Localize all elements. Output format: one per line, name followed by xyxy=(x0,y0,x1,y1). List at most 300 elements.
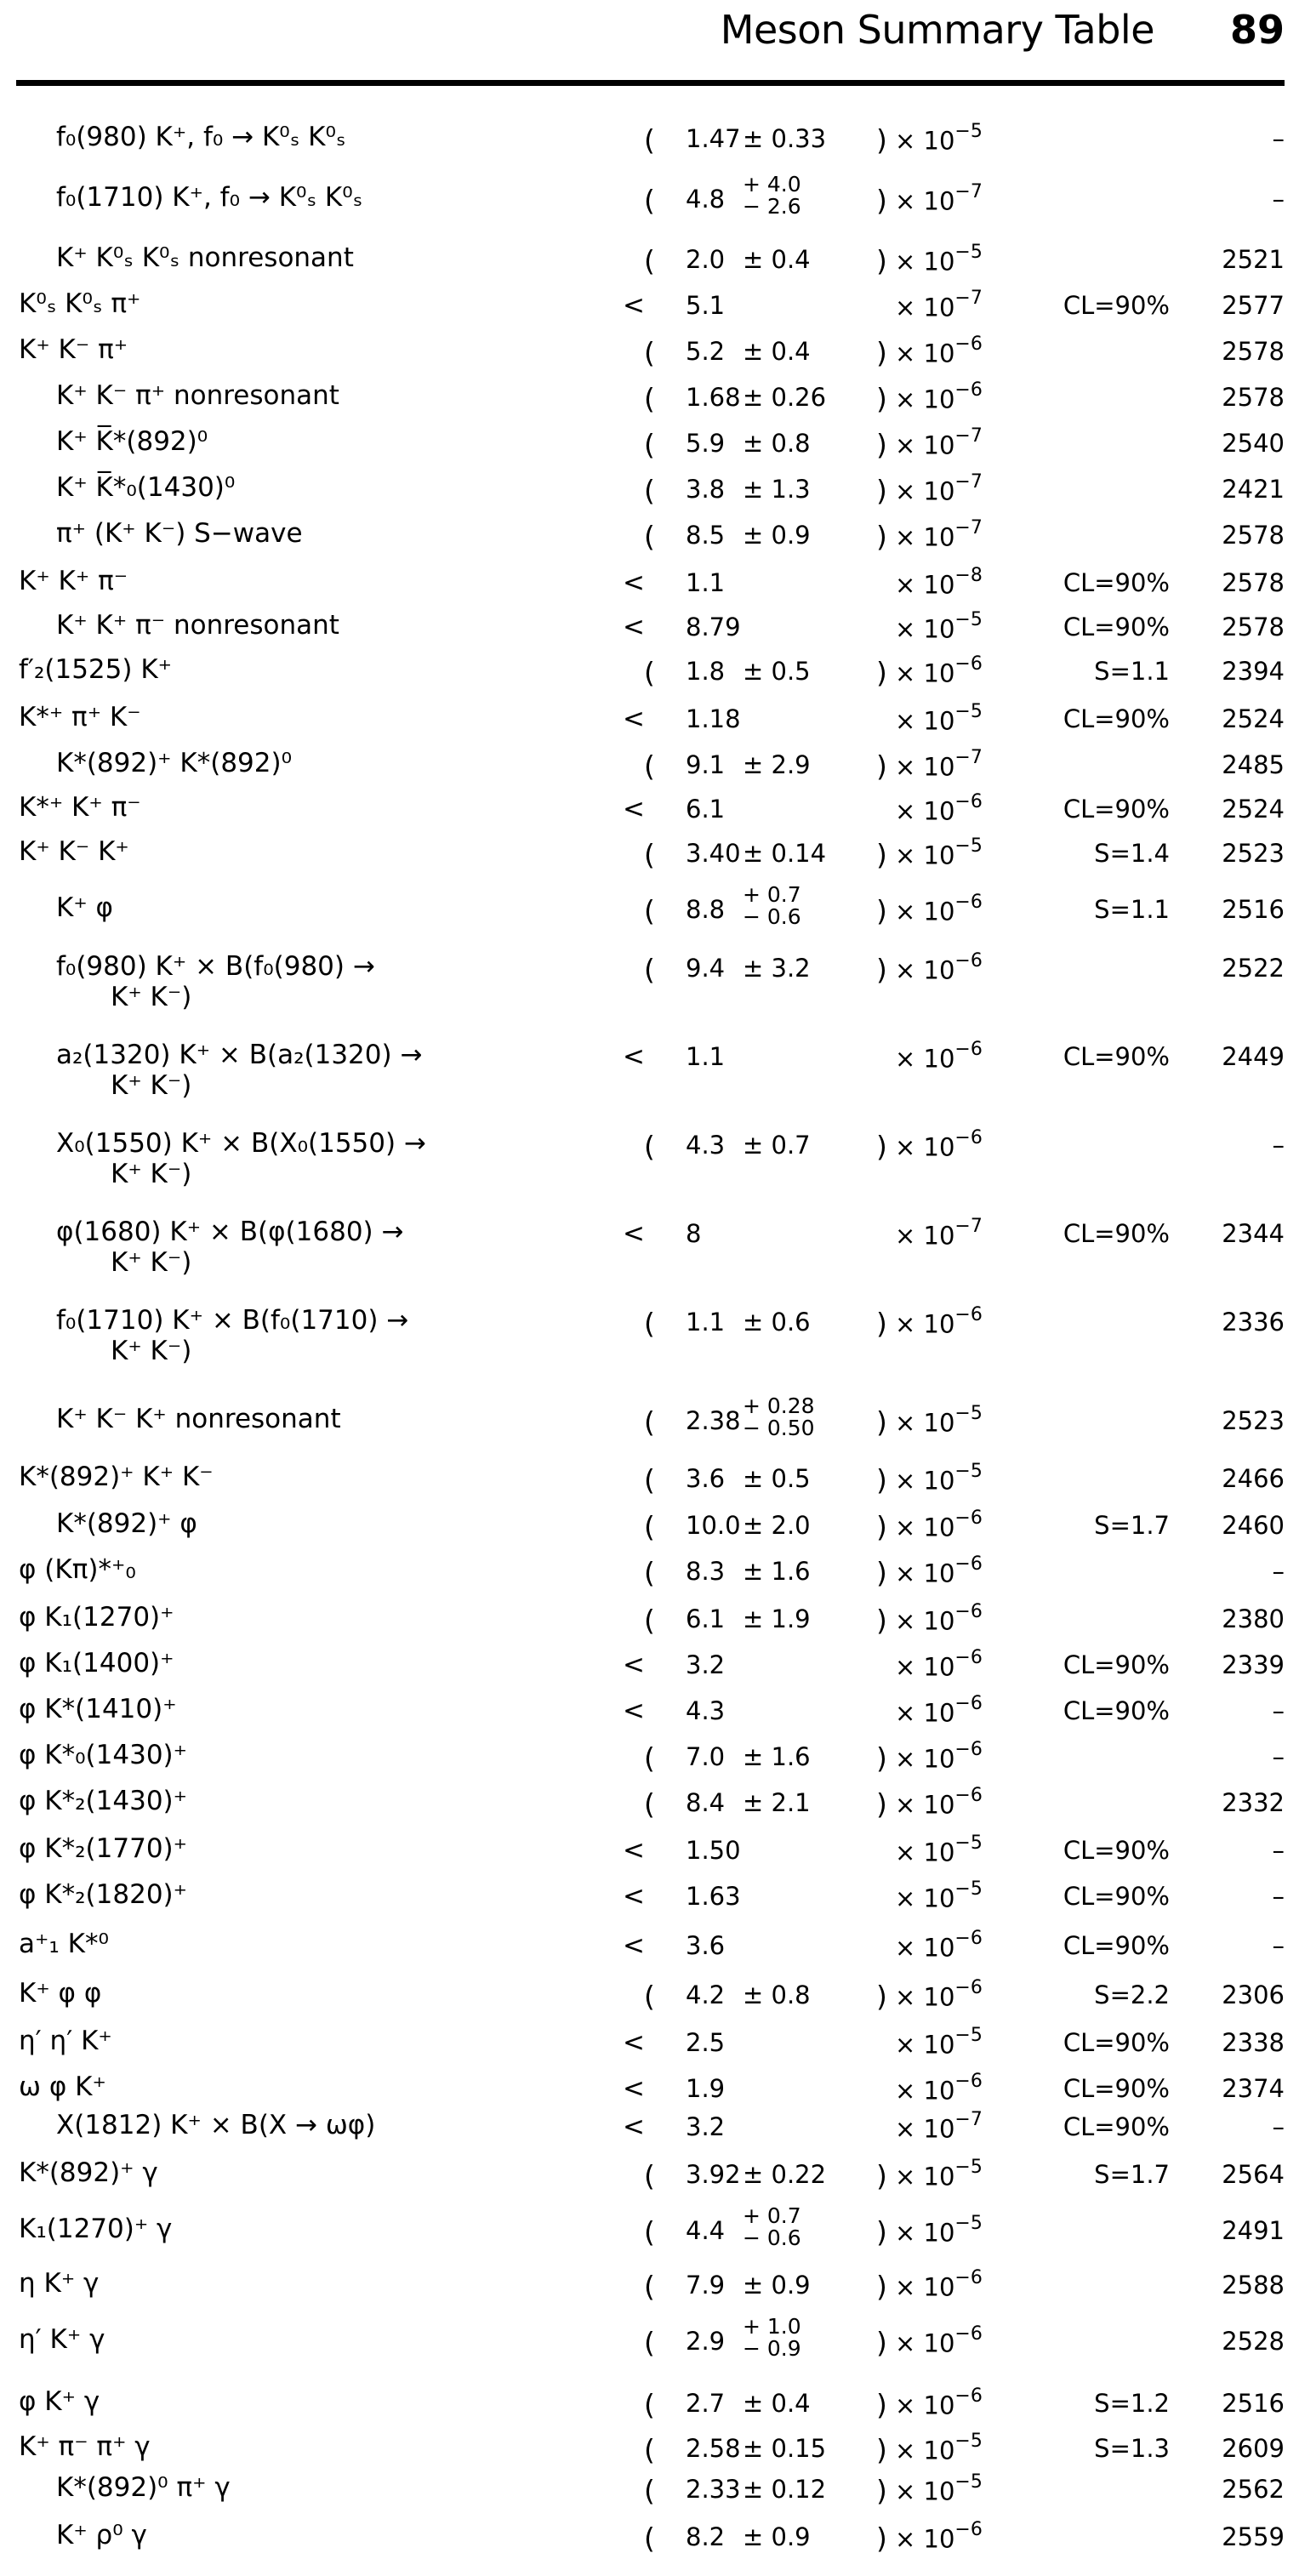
fraction-value: 1.9 xyxy=(686,2074,726,2103)
scale-factor-exponent: × $10^{-7}$ xyxy=(895,1216,983,1251)
momentum-value: 2609 xyxy=(1222,2434,1285,2463)
symmetric-error: ± 0.7 xyxy=(743,1131,811,1160)
open-paren: ( xyxy=(644,1980,655,2013)
table-row xyxy=(0,242,1299,288)
decay-mode-label: K₁(1270)⁺ γ xyxy=(19,2214,173,2244)
confidence-or-scale: CL=90% xyxy=(1063,1696,1170,1725)
scale-factor-exponent: × $10^{-6}$ xyxy=(895,1647,983,1682)
decay-mode xyxy=(19,1786,187,1816)
confidence-or-scale: S=1.2 xyxy=(1094,2389,1170,2418)
open-paren: ( xyxy=(644,1787,655,1821)
scale-factor-exponent: × $10^{-5}$ xyxy=(895,1832,983,1867)
momentum-value: 2460 xyxy=(1222,1511,1285,1540)
upper-limit-sign: < xyxy=(623,1835,645,1866)
decay-mode xyxy=(19,836,129,867)
exponent: −6 xyxy=(954,1304,983,1325)
decay-mode-label: φ K₁(1270)⁺ xyxy=(19,1602,174,1633)
fraction-value: 2.38 xyxy=(686,1406,741,1435)
momentum-value: 2485 xyxy=(1222,750,1285,779)
decay-mode xyxy=(19,702,141,732)
open-paren: ( xyxy=(644,894,655,927)
asymmetric-error xyxy=(743,174,801,218)
table-row xyxy=(0,1304,1299,1366)
confidence-or-scale: CL=90% xyxy=(1063,2028,1170,2057)
exponent: −6 xyxy=(954,2071,983,2092)
decay-mode-label: X₀(1550) K⁺ × B(X₀(1550) → xyxy=(56,1128,426,1159)
exponent: −7 xyxy=(954,181,983,202)
close-paren: ) xyxy=(876,2474,887,2507)
table-row xyxy=(0,1127,1299,1189)
close-paren: ) xyxy=(876,2215,887,2248)
momentum-value: 2522 xyxy=(1222,954,1285,983)
close-paren: ) xyxy=(876,838,887,871)
close-paren: ) xyxy=(876,1787,887,1821)
open-paren: ( xyxy=(644,123,655,157)
table-row xyxy=(0,518,1299,564)
fraction-value: 6.1 xyxy=(686,795,726,824)
decay-mode xyxy=(56,1040,422,1101)
upper-limit-sign: < xyxy=(623,612,645,642)
scale-factor-exponent: × $10^{-5}$ xyxy=(895,121,983,156)
confidence-or-scale: S=1.7 xyxy=(1094,1511,1170,1540)
scale-factor-exponent: × $10^{-6}$ xyxy=(895,2071,983,2106)
scale-factor-exponent: × $10^{-5}$ xyxy=(895,1878,983,1913)
table-row xyxy=(0,2314,1299,2370)
exponent: −6 xyxy=(954,653,983,675)
decay-mode xyxy=(56,518,303,549)
table-row xyxy=(0,1602,1299,1648)
scale-factor-exponent: × $10^{-7}$ xyxy=(895,288,983,322)
table-row xyxy=(0,1740,1299,1786)
exponent: −5 xyxy=(954,2157,983,2178)
decay-mode xyxy=(56,2110,375,2140)
fraction-value: 1.1 xyxy=(686,1042,726,1071)
scale-factor-exponent: × $10^{-6}$ xyxy=(895,1304,983,1339)
exponent: −5 xyxy=(954,609,983,630)
decay-mode xyxy=(56,182,362,213)
momentum-value: 2306 xyxy=(1222,1980,1285,2009)
decay-mode-label: K⁺ π⁻ π⁺ γ xyxy=(19,2431,151,2462)
scale-factor-exponent: × $10^{-6}$ xyxy=(895,1693,983,1728)
fraction-value: 4.8 xyxy=(686,185,726,214)
decay-mode-label: φ K*₂(1430)⁺ xyxy=(19,1786,188,1816)
error-minus: − 0.6 xyxy=(743,2226,801,2250)
close-paren: ) xyxy=(876,123,887,157)
table-row xyxy=(0,2386,1299,2432)
close-paren: ) xyxy=(876,894,887,927)
open-paren: ( xyxy=(644,838,655,871)
momentum-value: 2380 xyxy=(1222,1604,1285,1633)
confidence-or-scale: CL=90% xyxy=(1063,613,1170,641)
asymmetric-error xyxy=(743,884,801,928)
open-paren: ( xyxy=(644,2433,655,2466)
open-paren: ( xyxy=(644,1510,655,1543)
exponent: −6 xyxy=(954,791,983,812)
exponent: −5 xyxy=(954,701,983,722)
momentum-value: 2491 xyxy=(1222,2216,1285,2245)
scale-factor-exponent: × $10^{-6}$ xyxy=(895,950,983,985)
confidence-or-scale: S=1.7 xyxy=(1094,2160,1170,2189)
exponent: −6 xyxy=(954,379,983,401)
exponent: −5 xyxy=(954,1461,983,1482)
confidence-or-scale: CL=90% xyxy=(1063,1219,1170,1248)
momentum-value: 2449 xyxy=(1222,1042,1285,1071)
fraction-value: 3.6 xyxy=(686,1931,726,1960)
scale-factor-exponent: × $10^{-7}$ xyxy=(895,471,983,506)
table-row xyxy=(0,1786,1299,1832)
upper-limit-sign: < xyxy=(623,1218,645,1249)
error-minus: − 2.6 xyxy=(743,194,801,219)
open-paren: ( xyxy=(644,382,655,415)
fraction-value: 1.1 xyxy=(686,1308,726,1336)
confidence-or-scale: CL=90% xyxy=(1063,568,1170,597)
open-paren: ( xyxy=(644,1556,655,1589)
decay-mode-continuation: K⁺ K⁻) xyxy=(111,1336,192,1366)
upper-limit-sign: < xyxy=(623,2073,645,2104)
momentum-value: 2516 xyxy=(1222,895,1285,924)
exponent: −6 xyxy=(954,1928,983,1949)
decay-mode xyxy=(19,2324,105,2355)
open-paren: ( xyxy=(644,1405,655,1439)
fraction-value: 4.4 xyxy=(686,2216,726,2245)
close-paren: ) xyxy=(876,2388,887,2421)
fraction-value: 2.33 xyxy=(686,2475,741,2504)
momentum-value: 2336 xyxy=(1222,1308,1285,1336)
scale-factor-exponent: × $10^{-6}$ xyxy=(895,1039,983,1074)
close-paren: ) xyxy=(876,520,887,553)
momentum-value: 2578 xyxy=(1222,337,1285,366)
table-row xyxy=(0,380,1299,426)
upper-limit-sign: < xyxy=(623,1695,645,1726)
decay-mode-label: ω φ K⁺ xyxy=(19,2072,106,2102)
scale-factor-exponent: × $10^{-6}$ xyxy=(895,2519,983,2554)
symmetric-error: ± 0.9 xyxy=(743,521,811,550)
fraction-value: 2.58 xyxy=(686,2434,741,2463)
decay-mode xyxy=(56,2520,147,2550)
confidence-or-scale: S=1.1 xyxy=(1094,657,1170,686)
decay-mode xyxy=(56,380,339,411)
exponent: −6 xyxy=(954,1553,983,1575)
decay-mode xyxy=(56,610,339,641)
momentum-value: 2578 xyxy=(1222,568,1285,597)
scale-factor-exponent: × $10^{-5}$ xyxy=(895,1461,983,1496)
open-paren: ( xyxy=(644,2474,655,2507)
fraction-value: 3.40 xyxy=(686,839,741,868)
momentum-value: 2562 xyxy=(1222,2475,1285,2504)
open-paren: ( xyxy=(644,474,655,507)
asymmetric-error xyxy=(743,1395,815,1439)
table-row xyxy=(0,1648,1299,1694)
fraction-value: 3.6 xyxy=(686,1464,726,1493)
exponent: −7 xyxy=(954,1216,983,1237)
exponent: −7 xyxy=(954,288,983,309)
momentum-value: 2521 xyxy=(1222,245,1285,274)
scale-factor-exponent: × $10^{-6}$ xyxy=(895,2267,983,2302)
decay-mode xyxy=(19,2431,151,2462)
decay-mode xyxy=(56,426,208,457)
open-paren: ( xyxy=(644,336,655,369)
open-paren: ( xyxy=(644,749,655,783)
upper-limit-sign: < xyxy=(623,2112,645,2142)
decay-mode xyxy=(56,1404,341,1434)
decay-mode-label: φ K*(1410)⁺ xyxy=(19,1694,177,1724)
decay-mode-label: a⁺₁ K*⁰ xyxy=(19,1929,109,1959)
momentum-value: 2421 xyxy=(1222,475,1285,504)
momentum-value: – xyxy=(1272,1131,1285,1160)
close-paren: ) xyxy=(876,2159,887,2192)
exponent: −6 xyxy=(954,1601,983,1622)
upper-limit-sign: < xyxy=(623,2027,645,2058)
table-row xyxy=(0,1508,1299,1554)
decay-mode xyxy=(19,1602,174,1633)
momentum-value: – xyxy=(1272,2112,1285,2141)
exponent: −6 xyxy=(954,1647,983,1668)
error-minus: − 0.9 xyxy=(743,2336,801,2361)
decay-mode-label: K⁰ₛ K⁰ₛ π⁺ xyxy=(19,288,141,319)
open-paren: ( xyxy=(644,1604,655,1637)
exponent: −6 xyxy=(954,1507,983,1529)
decay-mode-label: K⁺ ρ⁰ γ xyxy=(56,2520,147,2550)
scale-factor-exponent: × $10^{-7}$ xyxy=(895,2109,983,2144)
decay-mode-label: f₀(980) K⁺ × B(f₀(980) → xyxy=(56,951,375,982)
exponent: −5 xyxy=(954,2431,983,2452)
exponent: −6 xyxy=(954,1693,983,1714)
decay-mode-label: η′ K⁺ γ xyxy=(19,2324,105,2355)
decay-mode xyxy=(19,2072,106,2102)
decay-mode-label: φ K*₂(1770)⁺ xyxy=(19,1833,188,1864)
symmetric-error: ± 0.22 xyxy=(743,2160,827,2189)
confidence-or-scale: CL=90% xyxy=(1063,291,1170,320)
scale-factor-exponent: × $10^{-5}$ xyxy=(895,2157,983,2191)
momentum-value: 2588 xyxy=(1222,2271,1285,2300)
decay-mode xyxy=(19,1833,187,1864)
scale-factor-exponent: × $10^{-6}$ xyxy=(895,1928,983,1963)
exponent: −7 xyxy=(954,425,983,447)
table-row xyxy=(0,836,1299,882)
table-row xyxy=(0,1929,1299,1975)
scale-factor-exponent: × $10^{-7}$ xyxy=(895,425,983,460)
symmetric-error: ± 0.6 xyxy=(743,1308,811,1336)
upper-limit-sign: < xyxy=(623,1650,645,1680)
symmetric-error: ± 0.5 xyxy=(743,657,811,686)
upper-limit-sign: < xyxy=(623,1930,645,1961)
confidence-or-scale: CL=90% xyxy=(1063,2074,1170,2103)
confidence-or-scale: S=1.1 xyxy=(1094,895,1170,924)
exponent: −6 xyxy=(954,1977,983,1998)
table-row xyxy=(0,882,1299,938)
table-row xyxy=(0,1462,1299,1507)
symmetric-error: ± 0.8 xyxy=(743,429,811,458)
decay-mode-label: K*(892)⁺ K*(892)⁰ xyxy=(56,748,293,778)
confidence-or-scale: CL=90% xyxy=(1063,2112,1170,2141)
decay-mode-label: K*(892)⁺ γ xyxy=(19,2157,158,2188)
table-row xyxy=(0,1694,1299,1740)
decay-mode-continuation: K⁺ K⁻) xyxy=(111,1247,192,1278)
fraction-value: 5.2 xyxy=(686,337,726,366)
fraction-value: 2.9 xyxy=(686,2327,726,2356)
fraction-value: 8.8 xyxy=(686,895,726,924)
page-number: 89 xyxy=(1229,7,1285,53)
table-row xyxy=(0,172,1299,228)
close-paren: ) xyxy=(876,184,887,217)
table-row xyxy=(0,1554,1299,1600)
error-plus: + 0.7 xyxy=(743,882,801,907)
decay-mode-label: η′ η′ K⁺ xyxy=(19,2026,112,2056)
confidence-or-scale: S=2.2 xyxy=(1094,1980,1170,2009)
fraction-value: 8 xyxy=(686,1219,702,1248)
error-plus: + 4.0 xyxy=(743,172,801,197)
upper-limit-sign: < xyxy=(623,290,645,321)
table-row xyxy=(0,1833,1299,1879)
symmetric-error: ± 0.8 xyxy=(743,1980,811,2009)
scale-factor-exponent: × $10^{-5}$ xyxy=(895,609,983,644)
symmetric-error: ± 1.6 xyxy=(743,1742,811,1771)
fraction-value: 2.7 xyxy=(686,2389,726,2418)
momentum-value: 2339 xyxy=(1222,1650,1285,1679)
table-row xyxy=(0,2203,1299,2260)
decay-mode-continuation: K⁺ K⁻) xyxy=(111,1159,192,1189)
momentum-value: – xyxy=(1272,124,1285,153)
fraction-value: 1.18 xyxy=(686,704,741,733)
close-paren: ) xyxy=(876,656,887,689)
fraction-value: 1.68 xyxy=(686,383,741,412)
table-row xyxy=(0,2026,1299,2072)
open-paren: ( xyxy=(644,953,655,986)
decay-mode-label: φ K*₂(1820)⁺ xyxy=(19,1879,188,1910)
symmetric-error: ± 0.4 xyxy=(743,337,811,366)
exponent: −5 xyxy=(954,1878,983,1900)
decay-mode-label: K*(892)⁺ K⁺ K⁻ xyxy=(19,1462,214,1492)
close-paren: ) xyxy=(876,1130,887,1163)
exponent: −5 xyxy=(954,2025,983,2046)
scale-factor-exponent: × $10^{-6}$ xyxy=(895,653,983,688)
fraction-value: 1.63 xyxy=(686,1882,741,1911)
decay-mode-label: K*(892)⁰ π⁺ γ xyxy=(56,2472,231,2503)
confidence-or-scale: CL=90% xyxy=(1063,704,1170,733)
upper-limit-sign: < xyxy=(623,1041,645,1072)
close-paren: ) xyxy=(876,474,887,507)
momentum-value: – xyxy=(1272,1557,1285,1586)
decay-mode xyxy=(19,1740,187,1770)
scale-factor-exponent: × $10^{-6}$ xyxy=(895,892,983,926)
scale-factor-exponent: × $10^{-7}$ xyxy=(895,747,983,782)
decay-mode xyxy=(19,654,172,685)
fraction-value: 6.1 xyxy=(686,1604,726,1633)
fraction-value: 8.3 xyxy=(686,1557,726,1586)
fraction-value: 4.3 xyxy=(686,1131,726,1160)
momentum-value: 2577 xyxy=(1222,291,1285,320)
confidence-or-scale: CL=90% xyxy=(1063,1931,1170,1960)
symmetric-error: ± 2.1 xyxy=(743,1788,811,1817)
fraction-value: 8.2 xyxy=(686,2522,726,2551)
momentum-value: 2523 xyxy=(1222,839,1285,868)
symmetric-error: ± 0.26 xyxy=(743,383,827,412)
exponent: −7 xyxy=(954,2109,983,2130)
symmetric-error: ± 0.15 xyxy=(743,2434,827,2463)
close-paren: ) xyxy=(876,1463,887,1496)
exponent: −6 xyxy=(954,892,983,913)
scale-factor-exponent: × $10^{-5}$ xyxy=(895,2213,983,2248)
table-row xyxy=(0,702,1299,748)
fraction-value: 7.9 xyxy=(686,2271,726,2300)
table-row xyxy=(0,2268,1299,2314)
close-paren: ) xyxy=(876,1405,887,1439)
scale-factor-exponent: × $10^{-6}$ xyxy=(895,1739,983,1774)
momentum-value: – xyxy=(1272,1931,1285,1960)
scale-factor-exponent: × $10^{-5}$ xyxy=(895,701,983,736)
open-paren: ( xyxy=(644,2159,655,2192)
decay-mode xyxy=(56,472,235,503)
symmetric-error: ± 0.9 xyxy=(743,2271,811,2300)
scale-factor-exponent: × $10^{-6}$ xyxy=(895,379,983,414)
fraction-value: 9.4 xyxy=(686,954,726,983)
exponent: −6 xyxy=(954,2323,983,2345)
exponent: −5 xyxy=(954,835,983,857)
confidence-or-scale: S=1.4 xyxy=(1094,839,1170,868)
open-paren: ( xyxy=(644,1307,655,1340)
close-paren: ) xyxy=(876,336,887,369)
open-paren: ( xyxy=(644,2215,655,2248)
open-paren: ( xyxy=(644,2388,655,2421)
close-paren: ) xyxy=(876,1556,887,1589)
symmetric-error: ± 0.9 xyxy=(743,2522,811,2551)
symmetric-error: ± 0.4 xyxy=(743,245,811,274)
fraction-value: 5.1 xyxy=(686,291,726,320)
symmetric-error: ± 0.14 xyxy=(743,839,827,868)
decay-mode-label: K⁺ K⁻ K⁺ xyxy=(19,836,129,867)
table-row xyxy=(0,566,1299,612)
decay-mode-continuation: K⁺ K⁻) xyxy=(111,1070,192,1101)
close-paren: ) xyxy=(876,2326,887,2359)
decay-mode xyxy=(19,2214,172,2244)
fraction-value: 1.8 xyxy=(686,657,726,686)
fraction-value: 9.1 xyxy=(686,750,726,779)
momentum-value: – xyxy=(1272,1696,1285,1725)
decay-mode xyxy=(56,2472,231,2503)
error-plus: + 0.7 xyxy=(743,2203,801,2228)
symmetric-error: ± 2.9 xyxy=(743,750,811,779)
open-paren: ( xyxy=(644,2326,655,2359)
decay-mode xyxy=(19,2157,158,2188)
close-paren: ) xyxy=(876,2433,887,2466)
momentum-value: 2338 xyxy=(1222,2028,1285,2057)
close-paren: ) xyxy=(876,1741,887,1775)
exponent: −6 xyxy=(954,1739,983,1760)
decay-mode xyxy=(19,1978,101,2009)
close-paren: ) xyxy=(876,1604,887,1637)
open-paren: ( xyxy=(644,244,655,277)
decay-mode-label: f₀(1710) K⁺ × B(f₀(1710) → xyxy=(56,1305,409,1336)
decay-mode-continuation: K⁺ K⁻) xyxy=(111,982,192,1012)
decay-mode-label: φ(1680) K⁺ × B(φ(1680) → xyxy=(56,1217,404,1247)
momentum-value: 2523 xyxy=(1222,1406,1285,1435)
open-paren: ( xyxy=(644,2270,655,2303)
exponent: −6 xyxy=(954,2385,983,2407)
exponent: −7 xyxy=(954,517,983,539)
close-paren: ) xyxy=(876,749,887,783)
decay-mode xyxy=(19,2026,112,2056)
symmetric-error: ± 0.4 xyxy=(743,2389,811,2418)
open-paren: ( xyxy=(644,1130,655,1163)
fraction-value: 4.2 xyxy=(686,1980,726,2009)
asymmetric-error xyxy=(743,2316,801,2360)
decay-mode xyxy=(56,951,375,1012)
upper-limit-sign: < xyxy=(623,794,645,824)
table-row xyxy=(0,2110,1299,2156)
exponent: −5 xyxy=(954,1832,983,1854)
momentum-value: 2564 xyxy=(1222,2160,1285,2189)
decay-mode-label: K⁺ φ xyxy=(56,892,113,923)
